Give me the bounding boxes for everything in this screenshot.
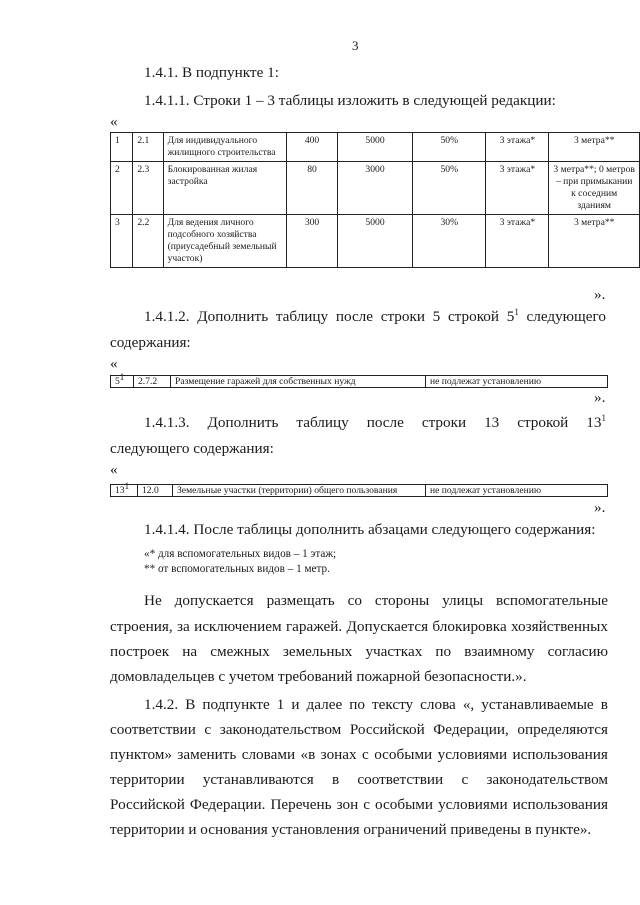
cell-code: 2.3 [133, 162, 163, 215]
cell-percent: 50% [413, 162, 486, 215]
row-ref: 13 [586, 414, 602, 431]
word: соответствии [357, 771, 444, 788]
word: зонах [320, 746, 357, 763]
quote-close-1: ». [594, 286, 606, 303]
paragraph-1-4-1-3-line2: следующего содержания: [110, 440, 274, 457]
word: по [435, 643, 452, 660]
heading-1-4-1-1: 1.4.1.1. Строки 1 – 3 таблицы изложить в следующей редакции: [144, 92, 556, 109]
paragraph-1-4-1-3-line1 [144, 414, 606, 432]
cell-code: 2.2 [133, 215, 163, 268]
word: условиями [438, 796, 508, 813]
quote-close-3: ». [594, 499, 606, 516]
paragraph-1-4-1-2-line2: содержания: [110, 334, 191, 351]
cell-name: Размещение гаражей для собственных нужд [171, 376, 426, 388]
word: после [335, 308, 374, 325]
word: 13 [484, 414, 500, 431]
cell-min-area: 300 [287, 215, 338, 268]
cell-floors: 3 этажа* [486, 215, 549, 268]
word: Российской [349, 721, 425, 738]
cell-number [111, 371, 134, 388]
cell-min-area: 80 [287, 162, 338, 215]
cell-floors: 3 этажа* [486, 162, 549, 215]
cell-code: 12.0 [138, 485, 173, 497]
superscript: 1 [601, 412, 606, 423]
word: Российской [110, 796, 185, 813]
word: 1.4.1.2. [144, 308, 190, 325]
word: 5 [432, 308, 441, 325]
superscript: 1 [119, 371, 125, 382]
word: особыми [374, 746, 433, 763]
cell-number [111, 480, 138, 497]
table-row [111, 162, 640, 215]
row-5-1-table [110, 371, 608, 388]
word: пунктом» [110, 746, 172, 763]
word: Дополнить [197, 308, 269, 325]
word: допускается [174, 592, 254, 609]
paragraph-1-4-2-line1 [144, 696, 608, 714]
cell-percent: 30% [413, 215, 486, 268]
word: использования [512, 746, 608, 763]
word: и [291, 696, 300, 713]
word: тексту [371, 696, 414, 713]
word: использования [512, 796, 608, 813]
word: с [204, 721, 212, 738]
word: Допускается [346, 618, 429, 635]
paragraph-1-4-2-line3 [110, 746, 608, 764]
word: «в [300, 746, 316, 763]
word: особыми [375, 796, 434, 813]
cell-distance: 3 метра** [549, 133, 640, 162]
word: согласию [547, 643, 608, 660]
word: земельных [282, 643, 353, 660]
word: исключением [194, 618, 282, 635]
word: в [331, 771, 340, 788]
cell-value: не подлежат установлению [426, 485, 608, 497]
word: улицы [442, 592, 484, 609]
cell-value: не подлежат установлению [426, 376, 608, 388]
row-number: 13 [115, 485, 125, 496]
cell-number: 3 [111, 215, 133, 268]
cell-code: 2.1 [133, 133, 163, 162]
paragraph-1-4-2-line2 [110, 721, 608, 739]
word: с [363, 796, 371, 813]
word: строкой [447, 308, 500, 325]
word: вспомогательные [496, 592, 608, 609]
paragraph-garage-line3 [110, 643, 608, 661]
word: строки [380, 308, 425, 325]
word: размещать [266, 592, 335, 609]
paragraph-1-4-2-line6: территории и основания установления ограничений приведены в пункте». [110, 821, 592, 838]
word: далее [306, 696, 343, 713]
page-number: 3 [352, 38, 359, 53]
word: с [362, 746, 369, 763]
cell-max-area: 5000 [337, 215, 412, 268]
table-row [111, 376, 608, 388]
word: за [177, 618, 190, 635]
word: строкой [517, 414, 569, 431]
paragraph-1-4-1-2-line1 [144, 308, 606, 326]
word: Не [144, 592, 162, 609]
word: территории [110, 771, 185, 788]
word: со [347, 592, 362, 609]
table-row [111, 133, 640, 162]
word: В [185, 696, 196, 713]
word: подпункте [202, 696, 270, 713]
cell-distance: 3 метра**; 0 метров – при примыкании к соседним зданиям [549, 162, 640, 215]
word [507, 308, 519, 326]
cell-name: Для индивидуального жилищного строительства [163, 133, 287, 162]
word: законодательством [219, 721, 342, 738]
row-number: 5 [115, 376, 120, 387]
word: соответствии [110, 721, 196, 738]
row-13-1-table [110, 480, 608, 497]
word: законодательством [486, 771, 608, 788]
word: Федерации, [433, 721, 509, 738]
cell-max-area: 3000 [337, 162, 412, 215]
word: взаимному [464, 643, 535, 660]
word: определяются [517, 721, 608, 738]
quote-open-2: « [110, 355, 118, 372]
word: после [366, 414, 404, 431]
paragraph-1-4-2-line4 [110, 771, 608, 789]
word: построек [110, 643, 170, 660]
word: Федерации. [189, 796, 266, 813]
word: стороны [374, 592, 430, 609]
cell-number: 2 [111, 162, 133, 215]
word: следующего [526, 308, 606, 325]
word: с [461, 771, 469, 788]
word: блокировка [432, 618, 507, 635]
word: 1 [276, 696, 285, 713]
word: гаражей. [285, 618, 343, 635]
word: слова [420, 696, 456, 713]
cell-name: Земельные участки (территории) общего пользования [173, 485, 426, 497]
heading-1-4-1: 1.4.1. В подпункте 1: [144, 64, 279, 81]
cell-floors: 3 этажа* [486, 133, 549, 162]
table-row [111, 485, 608, 497]
cell-percent: 50% [413, 133, 486, 162]
word: Дополнить [207, 414, 279, 431]
cell-min-area: 400 [287, 133, 338, 162]
note-floors: «* для вспомогательных видов – 1 этаж; [144, 548, 337, 560]
paragraph-1-4-2-line5 [110, 796, 608, 814]
heading-1-4-1-4: 1.4.1.4. После таблицы дополнить абзацами следующего содержания: [144, 521, 596, 538]
row-ref: 5 [506, 308, 515, 325]
cell-max-area: 5000 [337, 133, 412, 162]
word [586, 414, 606, 432]
word: условиями [437, 746, 508, 763]
word: таблицу [275, 308, 329, 325]
note-distance: ** от вспомогательных видов – 1 метр. [144, 563, 330, 575]
word: 1.4.1.3. [144, 414, 190, 431]
superscript: 1 [514, 306, 519, 317]
paragraph-garage-line4: домовладельцев с учетом требований пожарной безопасности.». [110, 668, 527, 685]
word: «, [462, 696, 475, 713]
word: таблицу [296, 414, 349, 431]
word: 1.4.2. [144, 696, 179, 713]
cell-name: Блокированная жилая застройка [163, 162, 287, 215]
word: словами [241, 746, 296, 763]
word: на [182, 643, 198, 660]
cell-number: 1 [111, 133, 133, 162]
cell-code: 2.7.2 [134, 376, 171, 388]
word: в [600, 696, 608, 713]
paragraph-garage-line1 [144, 592, 608, 610]
quote-open-1: « [110, 113, 118, 130]
word: строки [421, 414, 467, 431]
paragraph-garage-line2 [110, 618, 608, 636]
word: хозяйственных [511, 618, 608, 635]
word: смежных [210, 643, 270, 660]
word: зон [336, 796, 359, 813]
quote-open-3: « [110, 461, 118, 478]
word: устанавливаемые [481, 696, 594, 713]
cell-name: Для ведения личного подсобного хозяйства (приусадебный земельный участок) [163, 215, 287, 268]
table-row [111, 215, 640, 268]
word: заменить [177, 746, 237, 763]
word: строения, [110, 618, 173, 635]
word: участках [365, 643, 423, 660]
word: по [349, 696, 365, 713]
word: Перечень [270, 796, 332, 813]
zoning-table-rows-1-3 [110, 132, 640, 268]
superscript: 1 [124, 480, 130, 491]
cell-distance: 3 метра** [549, 215, 640, 268]
quote-close-2: ». [594, 389, 606, 406]
word: устанавливаются [202, 771, 314, 788]
